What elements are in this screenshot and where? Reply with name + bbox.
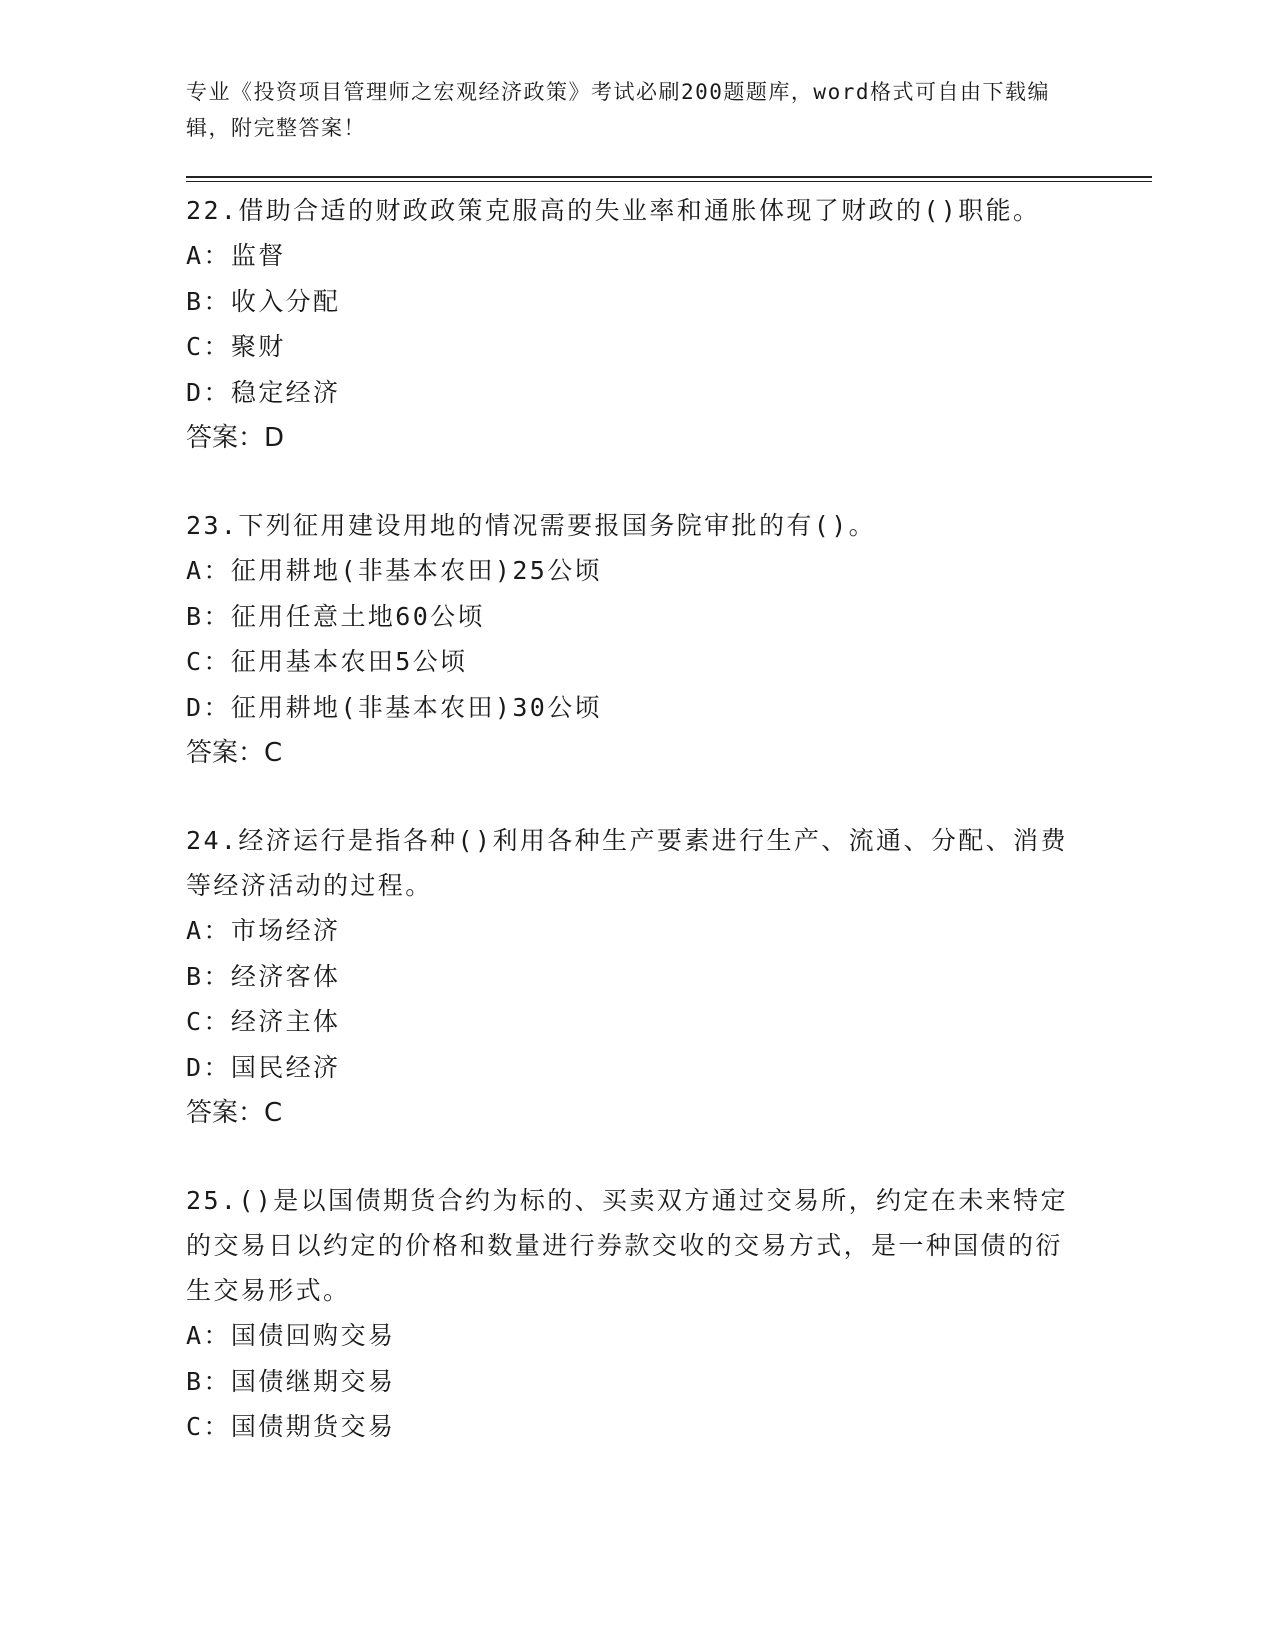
answer-line: [186, 415, 1086, 462]
option-d: D：国民经济: [186, 1052, 341, 1082]
question-25: [186, 1178, 1086, 1450]
answer-value: C: [264, 738, 284, 768]
question-list: [186, 188, 1086, 1491]
option-a: A：监督: [186, 241, 286, 270]
question-stem: 24.经济运行是指各种()利用各种生产要素进行生产、流通、分配、消费等经济活动的过程。: [186, 826, 1068, 900]
option-d: D：稳定经济: [186, 377, 341, 407]
option-d: D：征用耕地(非基本农田)30公顷: [186, 692, 603, 722]
option-b: B：经济客体: [186, 961, 341, 991]
question-23: [186, 503, 1086, 777]
option-b: B：征用任意土地60公顷: [186, 601, 485, 631]
answer-label: 答案：: [186, 1098, 265, 1128]
question-stem: 23.下列征用建设用地的情况需要报国务院审批的有()。: [186, 511, 877, 540]
option-c: C：经济主体: [186, 1007, 341, 1036]
option-a: A：征用耕地(非基本农田)25公顷: [186, 556, 603, 585]
option-a: A：国债回购交易: [186, 1321, 396, 1350]
header-divider: [186, 176, 1152, 182]
option-c: C：国债期货交易: [186, 1412, 396, 1441]
answer-line: [186, 1090, 1086, 1137]
answer-value: C: [264, 1098, 284, 1128]
option-a: A：市场经济: [186, 916, 341, 945]
option-c: C：聚财: [186, 332, 286, 361]
option-c: C：征用基本农田5公顷: [186, 647, 468, 676]
question-24: [186, 818, 1086, 1137]
answer-line: [186, 730, 1086, 777]
question-stem: 25.()是以国债期货合约为标的、买卖双方通过交易所，约定在未来特定的交易日以约定的价格和数量进行券款交收的交易方式，是一种国债的衍生交易形式。: [186, 1186, 1068, 1305]
answer-label: 答案：: [186, 423, 265, 453]
answer-value: D: [264, 423, 286, 453]
question-22: [186, 188, 1086, 462]
answer-label: 答案：: [186, 738, 265, 768]
option-b: B：收入分配: [186, 286, 341, 316]
option-b: B：国债继期交易: [186, 1366, 396, 1396]
question-stem: 22.借助合适的财政政策克服高的失业率和通胀体现了财政的()职能。: [186, 196, 1041, 225]
document-header: 专业《投资项目管理师之宏观经济政策》考试必刷200题题库，word格式可自由下载编辑，附完整答案！: [186, 80, 1050, 140]
